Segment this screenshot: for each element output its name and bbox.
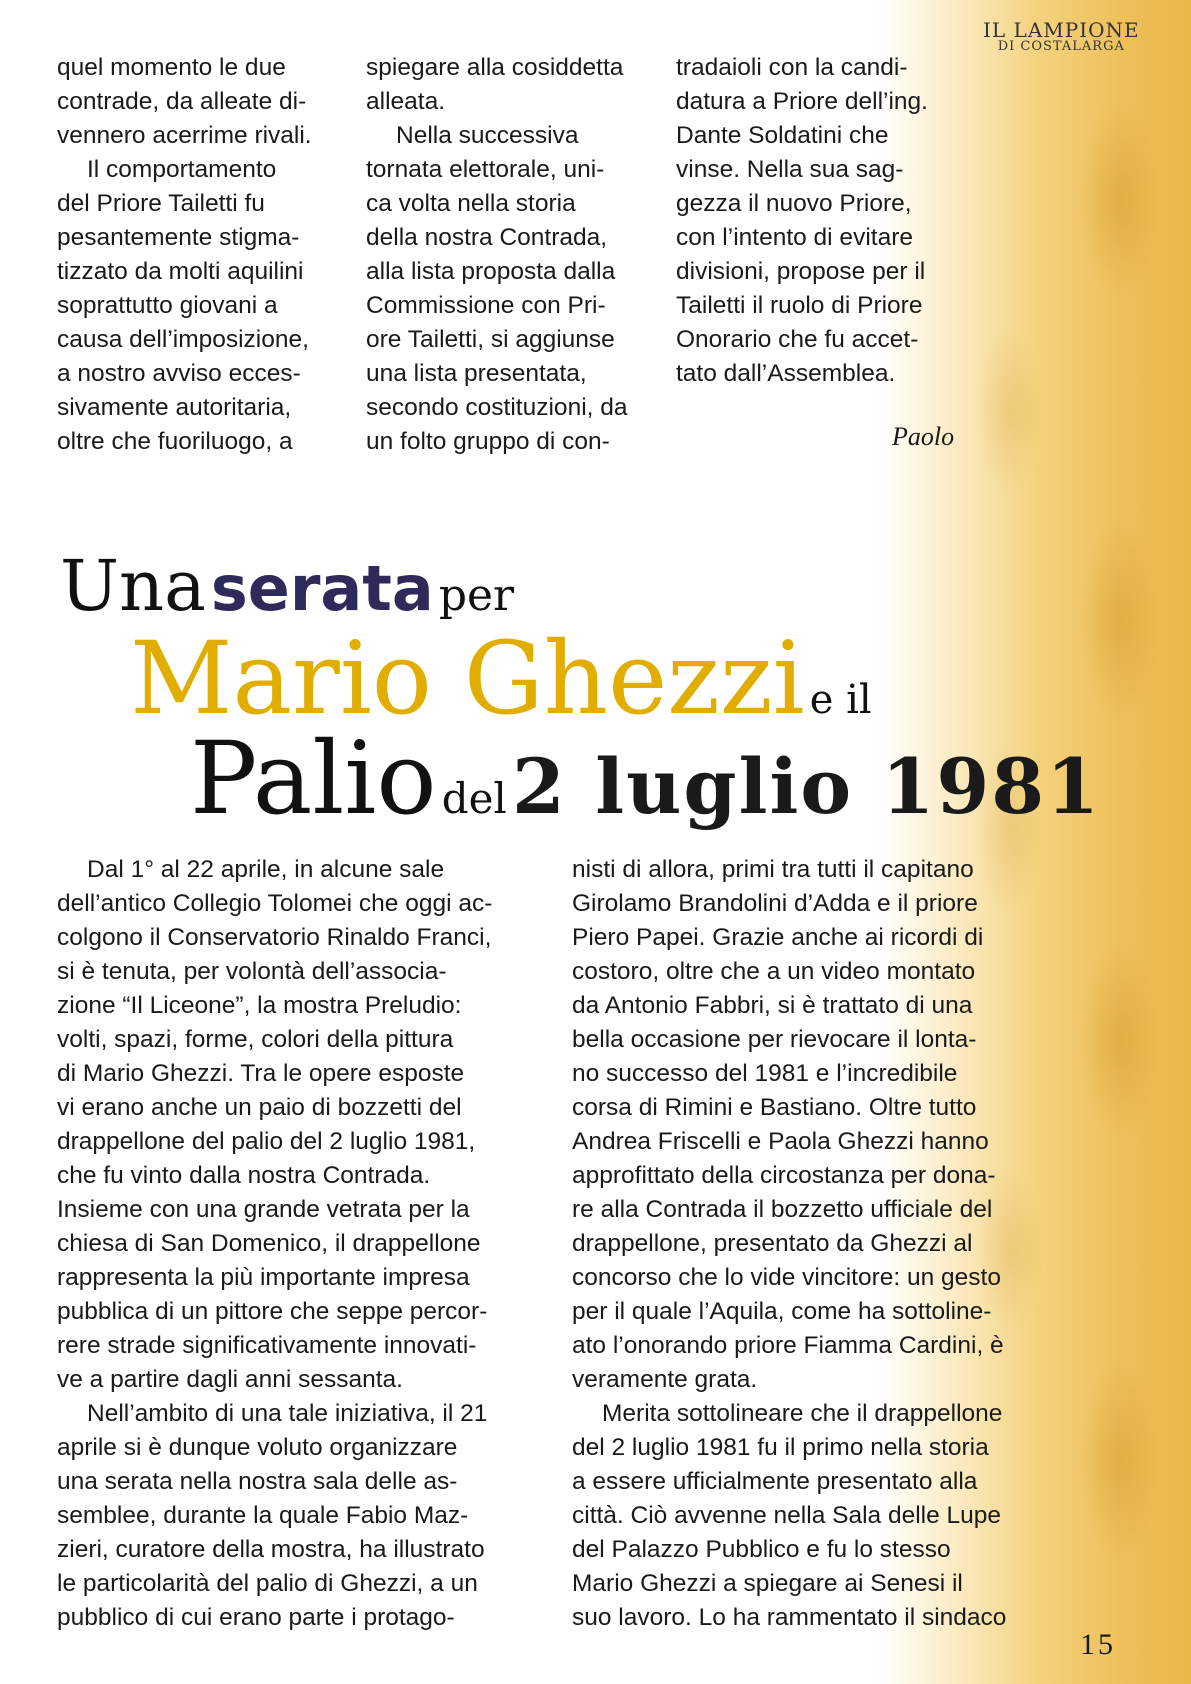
- text-line: un folto gruppo di con-: [366, 428, 610, 455]
- text-line: pubblica di un pittore che seppe percor-: [57, 1298, 488, 1325]
- text-line: ca volta nella storia: [366, 190, 576, 217]
- text-line: pubblico di cui erano parte i protago-: [57, 1604, 455, 1631]
- text-line: una lista presentata,: [366, 360, 587, 387]
- text-line: re alla Contrada il bozzetto ufficiale del: [572, 1196, 993, 1223]
- text-line: no successo del 1981 e l’incredibile: [572, 1060, 958, 1087]
- article-column-2: [572, 853, 1006, 1635]
- headline-word-accent: serata: [210, 552, 434, 625]
- masthead-subtitle: DI COSTALARGA: [997, 39, 1125, 54]
- magazine-masthead: [983, 20, 1140, 54]
- headline-word: Palio: [190, 720, 437, 837]
- text-line: che fu vinto dalla nostra Contrada.: [57, 1162, 431, 1189]
- text-line: a nostro avviso ecces-: [57, 360, 301, 387]
- text-line: del Palazzo Pubblico e fu lo stesso: [572, 1536, 951, 1563]
- text-line: tradaioli con la candi-: [676, 54, 908, 81]
- headline-word: per: [438, 570, 515, 621]
- text-line: Girolamo Brandolini d’Adda e il priore: [572, 890, 978, 917]
- text-line: ato l’onorando priore Fiamma Cardini, è: [572, 1332, 1004, 1359]
- text-line: volti, spazi, forme, colori della pittura: [57, 1026, 454, 1053]
- text-line: soprattutto giovani a: [57, 292, 278, 319]
- text-line: aprile si è dunque voluto organizzare: [57, 1434, 458, 1461]
- text-line: si è tenuta, per volontà dell’associa-: [57, 958, 447, 985]
- text-line: zieri, curatore della mostra, ha illustrato: [57, 1536, 485, 1563]
- text-line: oltre che fuoriluogo, a: [57, 428, 293, 455]
- text-line: rappresenta la più importante impresa: [57, 1264, 470, 1291]
- text-line: Dal 1° al 22 aprile, in alcune sale: [87, 856, 445, 883]
- headline-word: Una: [60, 545, 206, 627]
- headline-line-3: [190, 720, 1101, 837]
- text-line: le particolarità del palio di Ghezzi, a un: [57, 1570, 478, 1597]
- text-line: per il quale l’Aquila, come ha sottoline-: [572, 1298, 992, 1325]
- text-line: nisti di allora, primi tra tutti il capitano: [572, 856, 974, 883]
- text-line: drappellone, presentato da Ghezzi al: [572, 1230, 973, 1257]
- text-line: vennero acerrime rivali.: [57, 122, 312, 149]
- page-number: 15: [1080, 1628, 1116, 1661]
- text-line: Andrea Friscelli e Paola Ghezzi hanno: [572, 1128, 989, 1155]
- previous-article-column-2: [366, 51, 628, 459]
- headline-word: del: [441, 774, 507, 823]
- text-line: approfittato della circostanza per dona-: [572, 1162, 996, 1189]
- text-line: Nella successiva: [396, 122, 579, 149]
- text-line: drappellone del palio del 2 luglio 1981,: [57, 1128, 476, 1155]
- text-line: colgono il Conservatorio Rinaldo Franci,: [57, 924, 492, 951]
- text-line: Piero Papei. Grazie anche ai ricordi di: [572, 924, 984, 951]
- text-line: sivamente autoritaria,: [57, 394, 292, 421]
- text-line: gezza il nuovo Priore,: [676, 190, 912, 217]
- text-line: vi erano anche un paio di bozzetti del: [57, 1094, 462, 1121]
- author-signature: Paolo: [892, 422, 955, 451]
- headline-word: e il: [809, 677, 872, 723]
- headline-name: Mario Ghezzi: [130, 620, 805, 737]
- text-line: tato dall’Assemblea.: [676, 360, 896, 387]
- text-line: vinse. Nella sua sag-: [676, 156, 904, 183]
- text-line: veramente grata.: [572, 1366, 758, 1393]
- text-line: concorso che lo vide vincitore: un gesto: [572, 1264, 1001, 1291]
- text-line: Commissione con Pri-: [366, 292, 606, 319]
- text-line: Nell’ambito di una tale iniziativa, il 21: [87, 1400, 488, 1427]
- text-line: una serata nella nostra sala delle as-: [57, 1468, 458, 1495]
- text-line: spiegare alla cosiddetta: [366, 54, 624, 81]
- text-line: datura a Priore dell’ing.: [676, 88, 928, 115]
- text-line: Onorario che fu accet-: [676, 326, 919, 353]
- text-line: a essere ufficialmente presentato alla: [572, 1468, 978, 1495]
- article-column-1: [57, 853, 492, 1635]
- text-line: rere strade significativamente innovati-: [57, 1332, 477, 1359]
- text-line: della nostra Contrada,: [366, 224, 608, 251]
- text-line: del 2 luglio 1981 fu il primo nella storia: [572, 1434, 989, 1461]
- text-line: contrade, da alleate di-: [57, 88, 307, 115]
- previous-article-column-1: [57, 51, 312, 459]
- text-line: Il comportamento: [87, 156, 277, 183]
- text-line: ore Tailetti, si aggiunse: [366, 326, 615, 353]
- text-line: Mario Ghezzi a spiegare ai Senesi il: [572, 1570, 963, 1597]
- text-line: costoro, oltre che a un video montato: [572, 958, 976, 985]
- text-line: Insieme con una grande vetrata per la: [57, 1196, 470, 1223]
- text-line: chiesa di San Domenico, il drappellone: [57, 1230, 481, 1257]
- headline-line-1: [60, 545, 514, 627]
- text-line: zione “Il Liceone”, la mostra Preludio:: [57, 992, 462, 1019]
- text-line: da Antonio Fabbri, si è trattato di una: [572, 992, 973, 1019]
- text-line: suo lavoro. Lo ha rammentato il sindaco: [572, 1604, 1007, 1631]
- text-line: Tailetti il ruolo di Priore: [676, 292, 923, 319]
- text-line: dell’antico Collegio Tolomei che oggi ac-: [57, 890, 493, 917]
- text-line: città. Ciò avvenne nella Sala delle Lupe: [572, 1502, 1002, 1529]
- text-line: Dante Soldatini che: [676, 122, 889, 149]
- previous-article-column-3: [676, 51, 928, 391]
- text-line: tizzato da molti aquilini: [57, 258, 304, 285]
- text-line: Merita sottolineare che il drappellone: [602, 1400, 1003, 1427]
- text-line: alla lista proposta dalla: [366, 258, 616, 285]
- text-line: quel momento le due: [57, 54, 286, 81]
- text-line: di Mario Ghezzi. Tra le opere esposte: [57, 1060, 465, 1087]
- text-line: pesantemente stigma-: [57, 224, 300, 251]
- masthead-title: IL LAMPIONE: [983, 18, 1140, 42]
- text-line: semblee, durante la quale Fabio Maz-: [57, 1502, 469, 1529]
- text-line: secondo costituzioni, da: [366, 394, 628, 421]
- text-line: corsa di Rimini e Bastiano. Oltre tutto: [572, 1094, 977, 1121]
- headline-date: 2 luglio 1981: [511, 742, 1101, 831]
- text-line: divisioni, propose per il: [676, 258, 926, 285]
- text-line: con l’intento di evitare: [676, 224, 913, 251]
- text-line: bella occasione per rievocare il lonta-: [572, 1026, 977, 1053]
- text-line: tornata elettorale, uni-: [366, 156, 605, 183]
- text-line: alleata.: [366, 88, 446, 115]
- text-line: ve a partire dagli anni sessanta.: [57, 1366, 403, 1393]
- text-line: causa dell’imposizione,: [57, 326, 309, 353]
- text-line: del Priore Tailetti fu: [57, 190, 265, 217]
